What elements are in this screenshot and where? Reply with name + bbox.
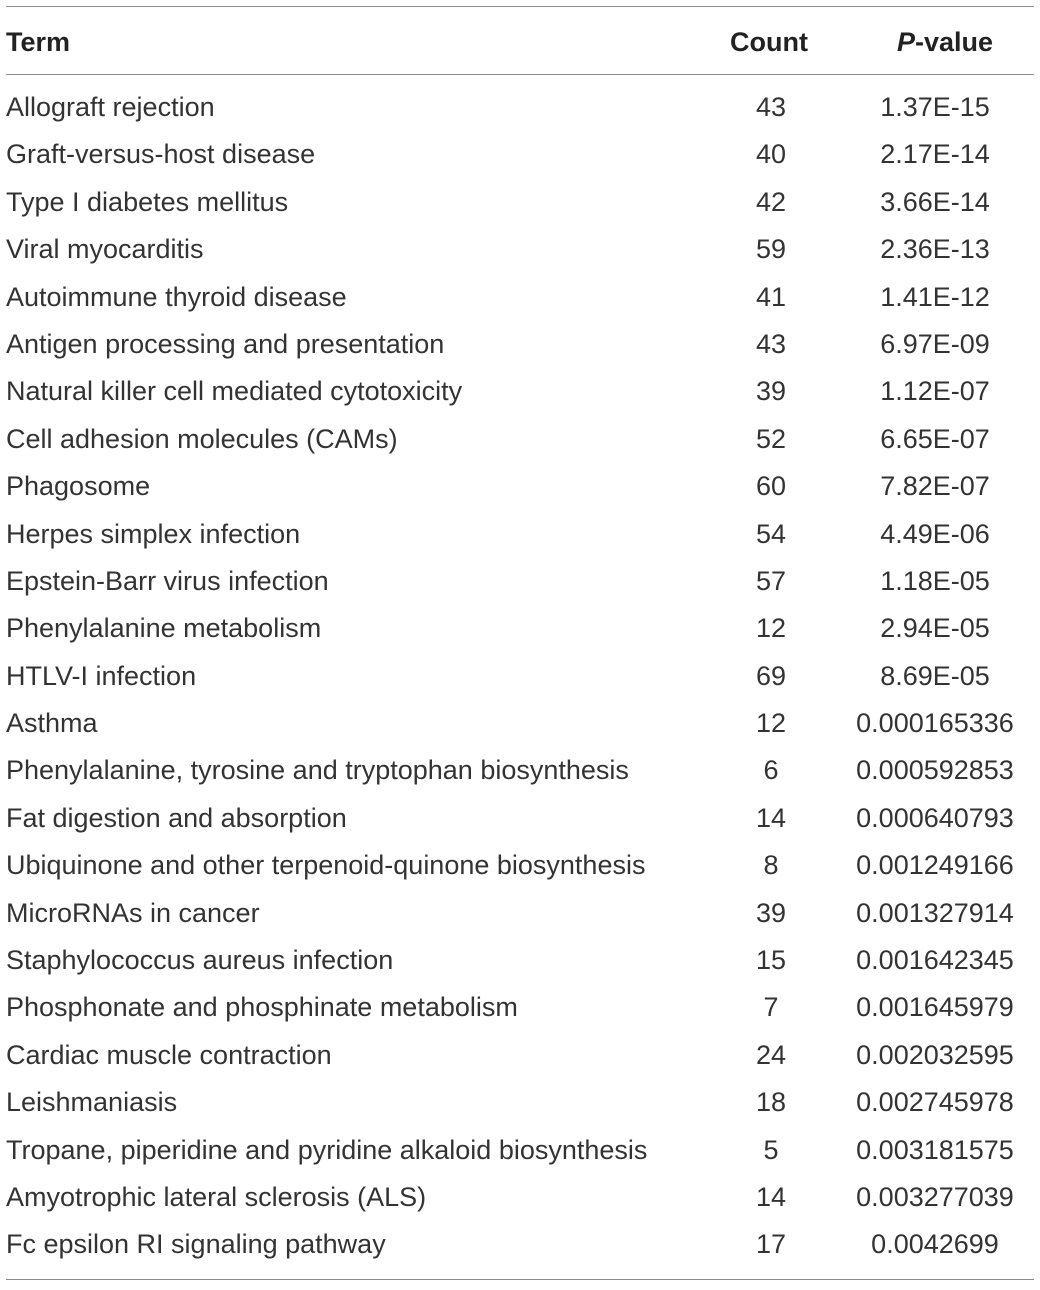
cell-count: 57: [755, 565, 787, 596]
cell-pvalue: 0.003277039: [856, 1181, 1014, 1212]
cell-count: 69: [755, 660, 787, 691]
cell-pvalue: 1.37E-15: [880, 92, 990, 122]
header-count: Count: [730, 27, 808, 57]
cell-term: Epstein-Barr virus infection: [6, 565, 329, 596]
cell-count: 43: [755, 92, 787, 122]
cell-term: Graft-versus-host disease: [6, 139, 316, 170]
table-row: [6, 1221, 1034, 1268]
cell-pvalue: 0.002745978: [856, 1087, 1014, 1118]
cell-term: Phagosome: [6, 471, 151, 502]
cell-count: 14: [755, 802, 787, 833]
cell-pvalue: 2.17E-14: [880, 139, 990, 170]
cell-pvalue: 1.41E-12: [880, 281, 990, 312]
cell-pvalue: 2.36E-13: [880, 234, 990, 265]
cell-count: 60: [755, 471, 787, 502]
cell-count: 17: [755, 1229, 787, 1260]
cell-term: MicroRNAs in cancer: [6, 897, 260, 928]
cell-term: Fat digestion and absorption: [6, 802, 347, 833]
cell-pvalue: 8.69E-05: [880, 660, 990, 691]
cell-pvalue: 1.12E-07: [880, 376, 990, 407]
table-row: [6, 747, 1034, 794]
cell-pvalue: 2.94E-05: [880, 613, 990, 644]
cell-term: Ubiquinone and other terpenoid-quinone biosynthesis: [6, 850, 646, 881]
table-row: [6, 890, 1034, 937]
table-row: [6, 368, 1034, 415]
cell-pvalue: 0.001327914: [856, 897, 1014, 928]
cell-term: Phosphonate and phosphinate metabolism: [6, 992, 518, 1023]
cell-pvalue: 0.003181575: [856, 1134, 1014, 1165]
cell-term: Viral myocarditis: [6, 234, 204, 265]
table-row: [6, 653, 1034, 700]
cell-term: Fc epsilon RI signaling pathway: [6, 1229, 386, 1260]
cell-count: 7: [763, 992, 779, 1023]
table-row: [6, 511, 1034, 558]
cell-term: Phenylalanine metabolism: [6, 613, 322, 644]
cell-pvalue: 0.000640793: [856, 802, 1014, 833]
cell-count: 40: [755, 139, 787, 170]
cell-count: 8: [763, 850, 779, 881]
cell-count: 39: [755, 897, 787, 928]
cell-pvalue: 0.002032595: [856, 1039, 1014, 1070]
cell-count: 42: [755, 186, 787, 217]
enrichment-table: [6, 6, 1034, 1280]
table-row: [6, 937, 1034, 984]
cell-count: 43: [755, 328, 787, 359]
cell-term: Cell adhesion molecules (CAMs): [6, 423, 398, 454]
table-header: [6, 7, 1034, 74]
table-row: [6, 605, 1034, 652]
cell-count: 52: [755, 423, 787, 454]
cell-count: 54: [755, 518, 787, 549]
table-row: [6, 1174, 1034, 1221]
cell-pvalue: 0.000165336: [856, 708, 1014, 739]
cell-pvalue: 4.49E-06: [880, 518, 990, 549]
cell-count: 39: [755, 376, 787, 407]
cell-count: 12: [755, 708, 787, 739]
cell-term: Staphylococcus aureus infection: [6, 945, 394, 976]
cell-term: Type I diabetes mellitus: [6, 186, 289, 217]
cell-count: 59: [755, 234, 787, 265]
cell-count: 14: [755, 1181, 787, 1212]
table-row: [6, 1032, 1034, 1079]
cell-term: HTLV-I infection: [6, 660, 197, 691]
table-row: [6, 463, 1034, 510]
cell-count: 5: [763, 1134, 779, 1165]
cell-pvalue: 0.001645979: [856, 992, 1014, 1023]
table-row: [6, 1127, 1034, 1174]
table-row: [6, 84, 1034, 131]
cell-count: 41: [755, 281, 787, 312]
table-row: [6, 984, 1034, 1031]
table-bottom-rule: [6, 1279, 1034, 1280]
cell-term: Antigen processing and presentation: [6, 328, 445, 359]
cell-pvalue: 6.97E-09: [880, 328, 990, 359]
table-row: [6, 179, 1034, 226]
cell-pvalue: 0.0042699: [871, 1229, 999, 1260]
cell-count: 15: [755, 945, 787, 976]
cell-pvalue: 1.18E-05: [880, 565, 990, 596]
cell-term: Herpes simplex infection: [6, 518, 301, 549]
table-row: [6, 700, 1034, 747]
cell-term: Asthma: [6, 708, 98, 739]
cell-term: Tropane, piperidine and pyridine alkaloid biosynthesis: [6, 1134, 648, 1165]
cell-pvalue: 3.66E-14: [880, 186, 990, 217]
cell-pvalue: 0.001642345: [856, 945, 1014, 976]
table-row: [6, 416, 1034, 463]
table-row: [6, 226, 1034, 273]
header-pvalue-italic: P: [897, 27, 916, 57]
table-row: [6, 321, 1034, 368]
cell-term: Cardiac muscle contraction: [6, 1039, 332, 1070]
cell-count: 6: [763, 755, 779, 786]
cell-pvalue: 6.65E-07: [880, 423, 990, 454]
table-row: [6, 842, 1034, 889]
cell-pvalue: 0.001249166: [856, 850, 1014, 881]
cell-pvalue: 0.000592853: [856, 755, 1014, 786]
cell-term: Phenylalanine, tyrosine and tryptophan biosynthesis: [6, 755, 629, 786]
cell-count: 24: [755, 1039, 787, 1070]
cell-term: Autoimmune thyroid disease: [6, 281, 347, 312]
header-term: Term: [6, 27, 71, 57]
cell-pvalue: 7.82E-07: [880, 471, 990, 502]
cell-term: Allograft rejection: [6, 92, 215, 122]
cell-term: Amyotrophic lateral sclerosis (ALS): [6, 1181, 427, 1212]
cell-term: Leishmaniasis: [6, 1087, 178, 1118]
table-row: [6, 131, 1034, 178]
table-row: [6, 1079, 1034, 1126]
cell-term: Natural killer cell mediated cytotoxicity: [6, 376, 463, 407]
table-row: [6, 274, 1034, 321]
header-pvalue: [897, 27, 993, 58]
table-row: [6, 795, 1034, 842]
table-body: [6, 75, 1034, 1279]
table-row: [6, 558, 1034, 605]
cell-count: 18: [755, 1087, 787, 1118]
header-pvalue-rest: -value: [915, 27, 994, 57]
cell-count: 12: [755, 613, 787, 644]
